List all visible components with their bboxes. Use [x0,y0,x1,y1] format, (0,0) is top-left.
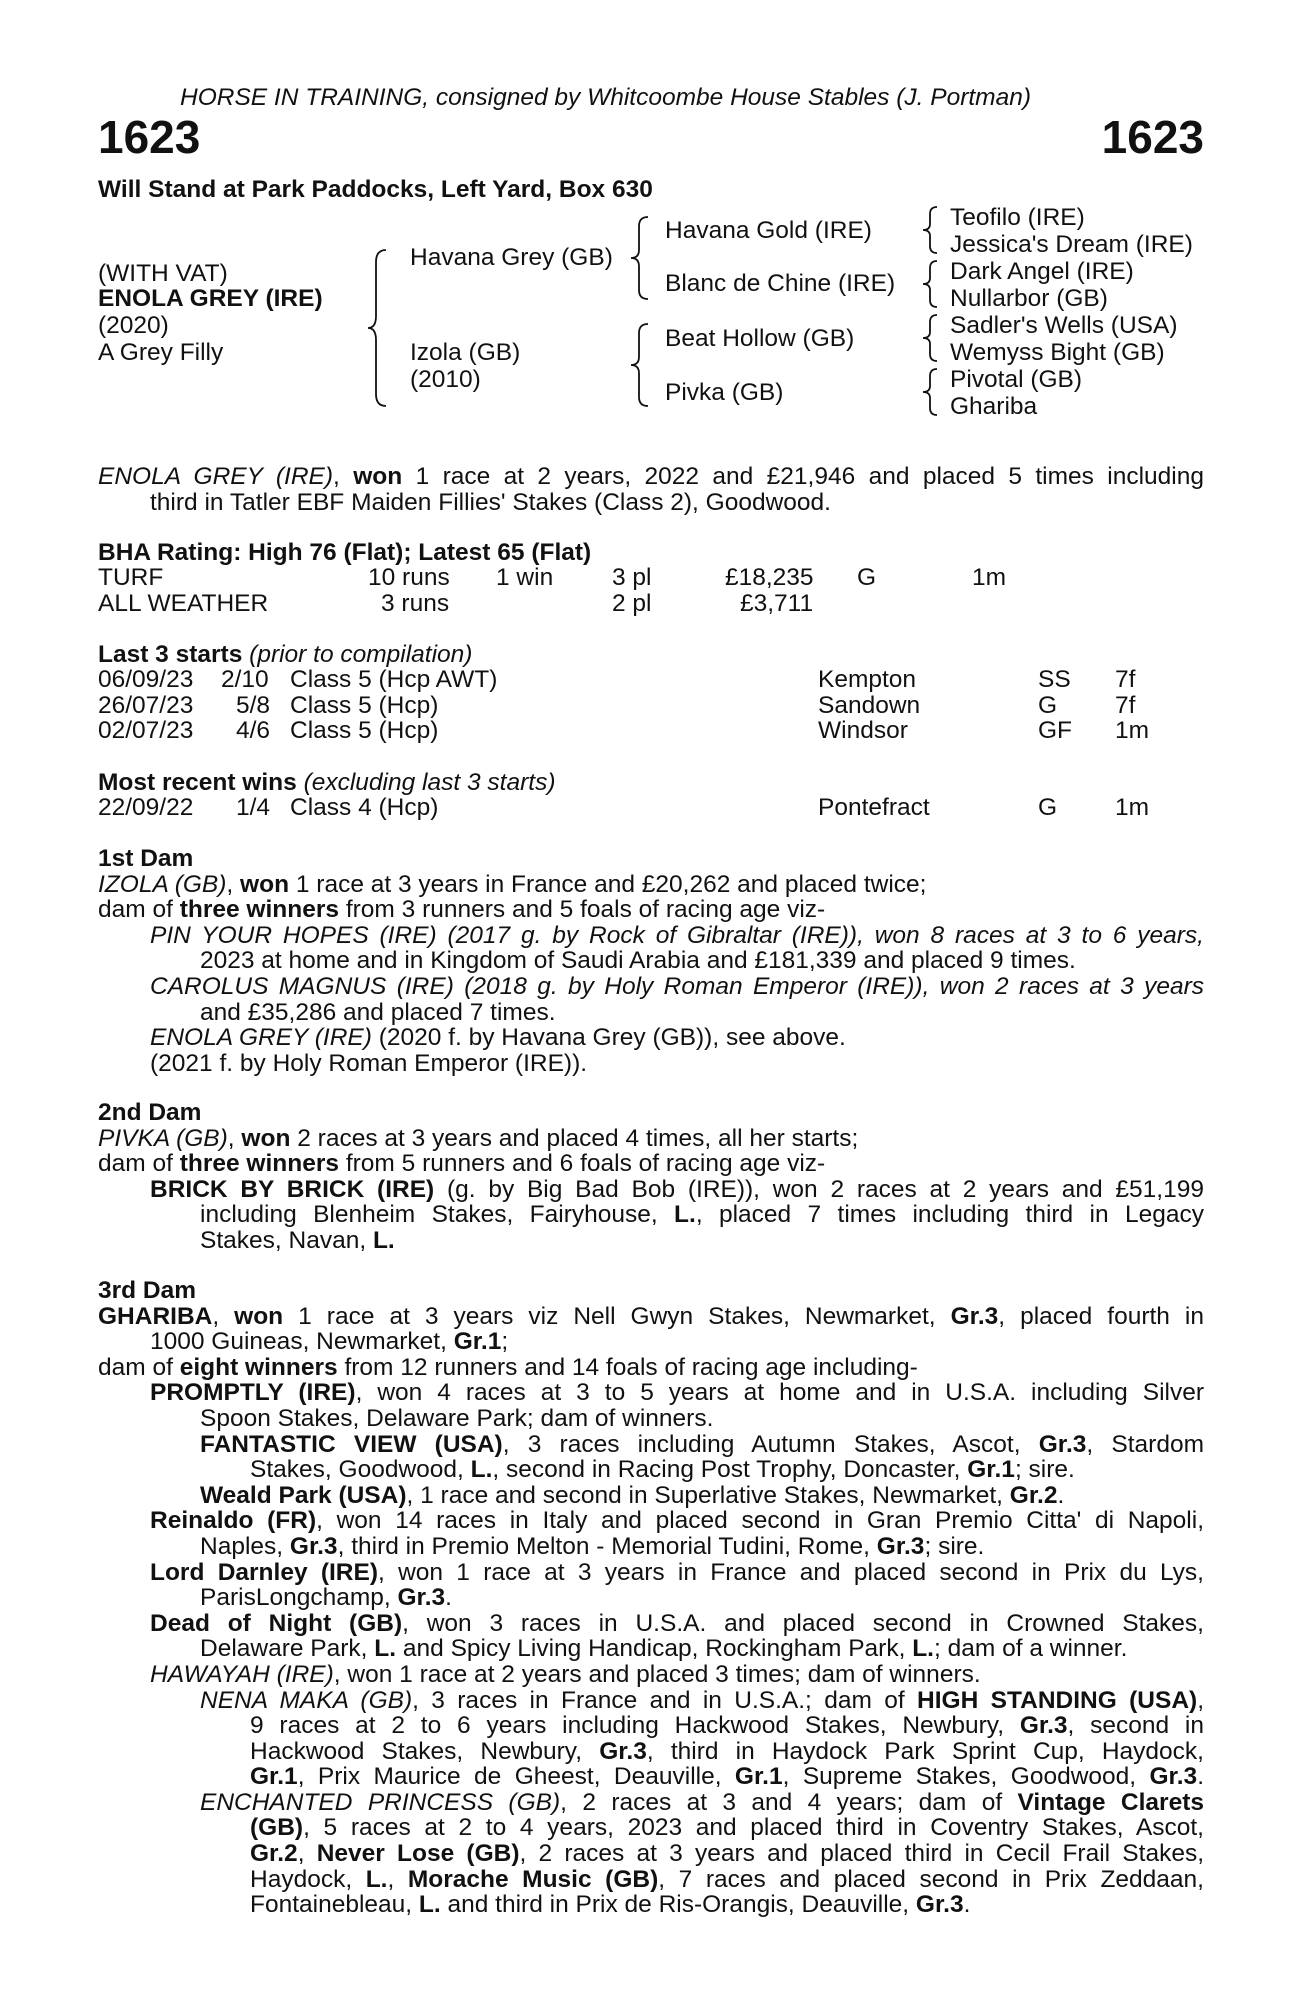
sire-sire: Havana Gold (IRE) [665,217,872,244]
ancestor-ssd: Jessica's Dream (IRE) [950,231,1193,258]
sire-dam: Blanc de Chine (IRE) [665,270,896,297]
bha-rating: BHA Rating: High 76 (Flat); Latest 65 (Flat) [98,539,592,566]
last-starts-heading: Last 3 starts (prior to compilation) [98,641,473,668]
race-summary: ENOLA GREY (IRE), won 1 race at 2 years, 2022 and £21,946 and placed 5 times including third in Tatler EBF Maiden Fillies' Stakes (Class 2), Goodwood. [98,463,1204,516]
third-dam-heading: 3rd Dam [98,1277,197,1304]
first-dam-section: 1st Dam IZOLA (GB), won 1 race at 3 years in France and £20,262 and placed twice; dam of three winners from 3 runners and 5 foals of racing age viz- PIN YOUR HOPES (IRE) (2017 g. by Rock of Gibraltar (IRE)), won 8 races at 3 to 6 years, 2023 at home and in Kingdom of Saudi Arabia and £181,339 and placed 9 times. CAROLUS MAGNUS (IRE) (2018 g. by Holy Roman Emperor (IRE)), won 2 races at 3 years and £35,286 and placed 7 times. ENOLA GREY (IRE) (2020 f. by Havana Grey (GB)), see above. (2021 f. by Holy Roman Emperor (IRE)). [98,845,1204,1077]
consignor-line: HORSE IN TRAINING, consigned by Whitcoombe House Stables (J. Portman) [180,84,1031,111]
pedigree-brace-3a [920,204,942,256]
second-dam-section: 2nd Dam PIVKA (GB), won 2 races at 3 years and placed 4 times, all her starts; dam of three winners from 5 runners and 6 foals of racing age viz- BRICK BY BRICK (IRE) (g. by Big Bad Bob (IRE)), won 2 races at 2 years and £51,199 including Blenheim Stakes, Fairyhouse, L., placed 7 times including third in Legacy Stakes, Navan, L. [98,1099,1204,1254]
vat-note: (WITH VAT) [98,260,228,287]
recent-wins-heading: Most recent wins (excluding last 3 starts) [98,769,556,796]
horse-description: A Grey Filly [98,339,224,366]
second-dam-heading: 2nd Dam [98,1099,202,1126]
pedigree-brace-2b [628,321,654,409]
summary-horse-name: ENOLA GREY (IRE) [98,463,334,490]
ancestor-sdd: Nullarbor (GB) [950,285,1108,312]
dam-dam: Pivka (GB) [665,379,784,406]
horse-name: ENOLA GREY (IRE) [98,285,323,312]
first-dam-heading: 1st Dam [98,845,194,872]
pedigree-brace-3d [920,366,942,418]
pedigree-brace-1 [364,246,394,410]
sire-name: Havana Grey (GB) [410,244,613,271]
dam-name: Izola (GB) [410,339,521,366]
ancestor-dsd: Wemyss Bight (GB) [950,339,1165,366]
horse-year: (2020) [98,312,169,339]
stand-location: Will Stand at Park Paddocks, Left Yard, Box 630 [98,176,653,203]
ancestor-sss: Teofilo (IRE) [950,204,1085,231]
dam-sire: Beat Hollow (GB) [665,325,855,352]
lot-number-right: 1623 [1101,111,1204,163]
ancestor-sds: Dark Angel (IRE) [950,258,1134,285]
pedigree-brace-3b [920,258,942,310]
ancestor-ddd: Ghariba [950,393,1038,420]
pedigree-brace-2a [628,214,654,302]
pedigree-brace-3c [920,312,942,364]
ancestor-dss: Sadler's Wells (USA) [950,312,1178,339]
ancestor-dds: Pivotal (GB) [950,366,1083,393]
lot-number-left: 1623 [98,111,201,163]
third-dam-section: 3rd Dam GHARIBA, won 1 race at 3 years viz Nell Gwyn Stakes, Newmarket, Gr.3, placed fourth in 1000 Guineas, Newmarket, Gr.1; dam of eight winners from 12 runners and 14 foals of racing age including- PROMPTLY (IRE), won 4 races at 3 to 5 years at home and in U.S.A. including Silver Spoon Stakes, Delaware Park; dam of winners. FANTASTIC VIEW (USA), 3 races including Autumn Stakes, Ascot, Gr.3, Stardom Stakes, Goodwood, L., second in Racing Post Trophy, Doncaster, Gr.1; sire. Weald Park (USA), 1 race and second in Superlative Stakes, Newmarket, Gr.2. Reinaldo (FR), won 14 races in Italy and placed second in Gran Premio Citta' di Napoli, Naples, Gr.3, third in Premio Melton - Memorial Tudini, Rome, Gr.3; sire. Lord Darnley (IRE), won 1 race at 3 years in France and placed second in Prix du Lys, ParisLongchamp, Gr.3. Dead of Night (GB), won 3 races in U.S.A. and placed second in Crowned Stakes, Delaware Park, L. and Spicy Living Handicap, Rockingham Park, L.; dam of a winner. HAWAYAH (IRE), won 1 race at 2 years and placed 3 times; dam of winners. NENA MAKA (GB), 3 races in France and in U.S.A.; dam of HIGH STANDING (USA), 9 races at 2 to 6 years including Hackwood Stakes, Newbury, Gr.3, second in Hackwood Stakes, Newbury, Gr.3, third in Haydock Park Sprint Cup, Haydock, Gr.1, Prix Maurice de Gheest, Deauville, Gr.1, Supreme Stakes, Goodwood, Gr.3. ENCHANTED PRINCESS (GB), 2 races at 3 and 4 years; dam of Vintage Clarets (GB), 5 races at 2 to 4 years, 2023 and placed third in Coventry Stakes, Ascot, Gr.2, Never Lose (GB), 2 races at 3 years and placed third in Cecil Frail Stakes, Haydock, L., Morache Music (GB), 7 races and placed second in Prix Zeddaan, Fontainebleau, L. and third in Prix de Ris-Orangis, Deauville, Gr.3. [98,1277,1205,1919]
dam-year: (2010) [410,366,481,393]
